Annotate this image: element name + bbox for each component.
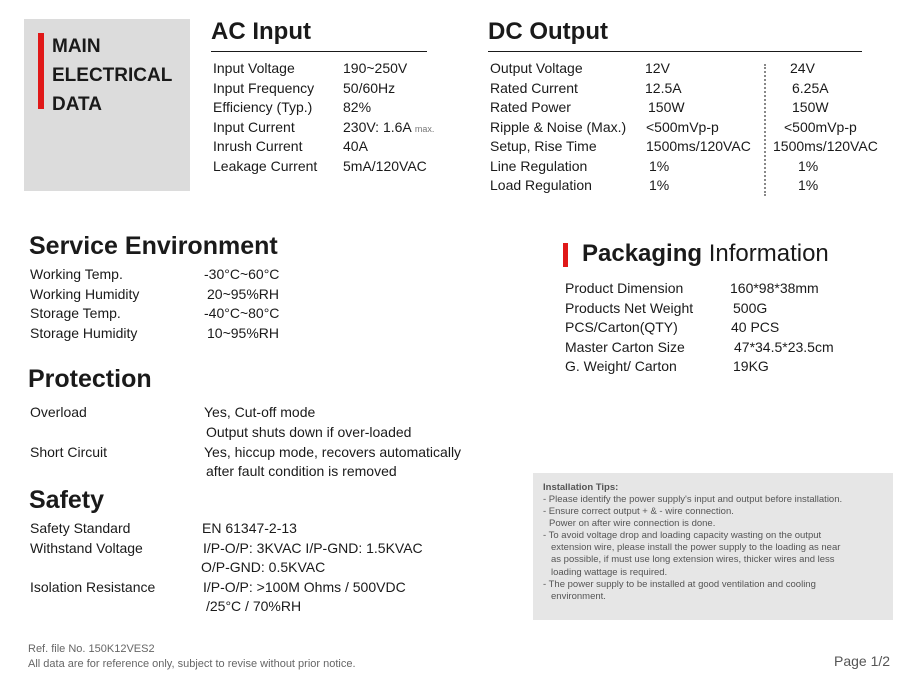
dc-value-12v: <500mVp-p — [646, 118, 719, 135]
ac-value: 82% — [343, 99, 372, 115]
service-label: Working Temp. — [30, 266, 123, 282]
ac-value: 50/60Hz — [343, 79, 396, 96]
packaging-value: 47*34.5*23.5cm — [734, 338, 834, 355]
dc-value-24v: 1500ms/120VAC — [773, 138, 878, 154]
tips-line: - To avoid voltage drop and loading capacity wasting on the output — [543, 530, 822, 542]
packaging-value: 160*98*38mm — [730, 280, 819, 296]
ac-value-text: 230V: 1.6A — [343, 118, 411, 135]
ac-value: 40A — [343, 138, 368, 154]
dc-value-24v: 1% — [798, 177, 819, 193]
dc-value-12v: 150W — [648, 99, 685, 115]
dc-value-24v: 24V — [790, 60, 815, 76]
dc-label: Output Voltage — [490, 60, 583, 76]
short-circuit-value: Yes, hiccup mode, recovers automatically — [204, 443, 462, 460]
protection-heading: Protection — [28, 365, 152, 393]
ac-input-heading: AC Input — [211, 18, 311, 45]
service-environment-heading: Service Environment — [29, 232, 278, 260]
packaging-value: 40 PCS — [731, 319, 780, 335]
tips-line: loading wattage is required. — [551, 566, 668, 578]
safety-heading: Safety — [29, 486, 105, 514]
dc-value-24v: 6.25A — [792, 79, 829, 96]
dc-label: Setup, Rise Time — [490, 138, 597, 154]
service-value: 20~95%RH — [207, 285, 279, 302]
ac-value: 190~250V — [343, 60, 408, 76]
dc-label: Line Regulation — [490, 157, 588, 174]
page-number: Page 1/2 — [834, 653, 891, 669]
dc-value-12v: 12V — [645, 60, 670, 76]
dc-output-heading: DC Output — [488, 18, 608, 45]
packaging-label: Products Net Weight — [565, 299, 694, 316]
tips-line: - The power supply to be installed at good ventilation and cooling — [543, 578, 816, 590]
safety-standard-label: Safety Standard — [30, 520, 131, 536]
service-label: Storage Temp. — [30, 305, 121, 321]
isolation-resistance-value-detail: /25°C / 70%RH — [206, 598, 302, 614]
installation-tips-box — [533, 473, 893, 620]
dc-value-24v: 1% — [798, 157, 819, 174]
dc-output-underline — [488, 51, 862, 52]
tips-line: extension wire, please install the power supply to the loading as near — [551, 542, 841, 554]
ref-file-number: Ref. file No. 150K12VES2 — [28, 643, 155, 655]
packaging-label: Master Carton Size — [565, 338, 685, 355]
packaging-heading-bold: Packaging — [582, 240, 703, 267]
withstand-voltage-value: I/P-O/P: 3KVAC I/P-GND: 1.5KVAC — [203, 539, 423, 556]
short-circuit-value-detail: after fault condition is removed — [206, 463, 397, 479]
packaging-label: Product Dimension — [565, 280, 684, 296]
ac-value: 5mA/120VAC — [343, 157, 427, 174]
ac-label: Input Voltage — [213, 60, 295, 76]
service-value: -30°C~60°C — [204, 266, 280, 282]
tips-line: Power on after wire connection is done. — [549, 518, 716, 530]
packaging-information-heading — [582, 240, 829, 268]
dc-value-24v: 150W — [792, 99, 829, 115]
service-value: 10~95%RH — [207, 324, 279, 341]
ac-label: Efficiency (Typ.) — [213, 99, 313, 115]
packaging-label: G. Weight/ Carton — [565, 358, 677, 374]
dc-value-12v: 12.5A — [645, 79, 682, 96]
withstand-voltage-value-detail: O/P-GND: 0.5KVAC — [201, 559, 326, 575]
ac-value — [343, 118, 434, 140]
tips-line: - Ensure correct output + & - wire connection. — [543, 506, 734, 518]
red-accent-bar — [563, 243, 568, 267]
short-circuit-label: Short Circuit — [30, 443, 108, 460]
ac-label: Input Frequency — [213, 79, 315, 96]
tips-line: as possible, if must use long extension wires, thicker wires and less — [551, 554, 835, 566]
main-electrical-data-title — [52, 32, 172, 119]
overload-value: Yes, Cut-off mode — [204, 404, 316, 420]
dc-value-12v: 1% — [649, 157, 670, 174]
dc-label: Ripple & Noise (Max.) — [490, 118, 627, 135]
ac-label: Leakage Current — [213, 157, 318, 174]
service-value: -40°C~80°C — [204, 305, 280, 321]
dc-value-24v: <500mVp-p — [784, 118, 857, 135]
packaging-label: PCS/Carton(QTY) — [565, 319, 678, 335]
main-title-line-1: MAIN — [52, 36, 101, 57]
packaging-value: 500G — [733, 299, 768, 316]
dc-label: Rated Power — [490, 99, 571, 115]
dc-label: Load Regulation — [490, 177, 592, 193]
dc-label: Rated Current — [490, 79, 578, 96]
tips-line: - Please identify the power supply's input and output before installation. — [543, 494, 843, 505]
disclaimer-text: All data are for reference only, subject to revise without prior notice. — [28, 658, 356, 670]
withstand-voltage-label: Withstand Voltage — [30, 539, 143, 556]
main-title-line-2: ELECTRICAL — [52, 65, 173, 86]
service-label: Working Humidity — [30, 285, 140, 302]
overload-label: Overload — [30, 404, 87, 420]
dc-value-12v: 1500ms/120VAC — [646, 138, 751, 154]
safety-standard-value: EN 61347-2-13 — [202, 520, 297, 536]
tips-line: environment. — [551, 590, 606, 602]
isolation-resistance-label: Isolation Resistance — [30, 578, 156, 595]
ac-input-underline — [211, 51, 427, 52]
main-title-line-3: DATA — [52, 94, 102, 115]
column-divider — [764, 64, 766, 196]
overload-value-detail: Output shuts down if over-loaded — [206, 424, 412, 440]
dc-value-12v: 1% — [649, 177, 670, 193]
ac-label: Inrush Current — [213, 138, 303, 154]
service-label: Storage Humidity — [30, 324, 138, 341]
red-accent-bar — [38, 33, 44, 109]
max-note: max. — [414, 123, 435, 134]
isolation-resistance-value: I/P-O/P: >100M Ohms / 500VDC — [203, 578, 406, 595]
installation-tips-title: Installation Tips: — [543, 482, 619, 493]
packaging-heading-rest: Information — [708, 240, 829, 267]
packaging-value: 19KG — [733, 358, 769, 374]
ac-label: Input Current — [213, 118, 295, 135]
